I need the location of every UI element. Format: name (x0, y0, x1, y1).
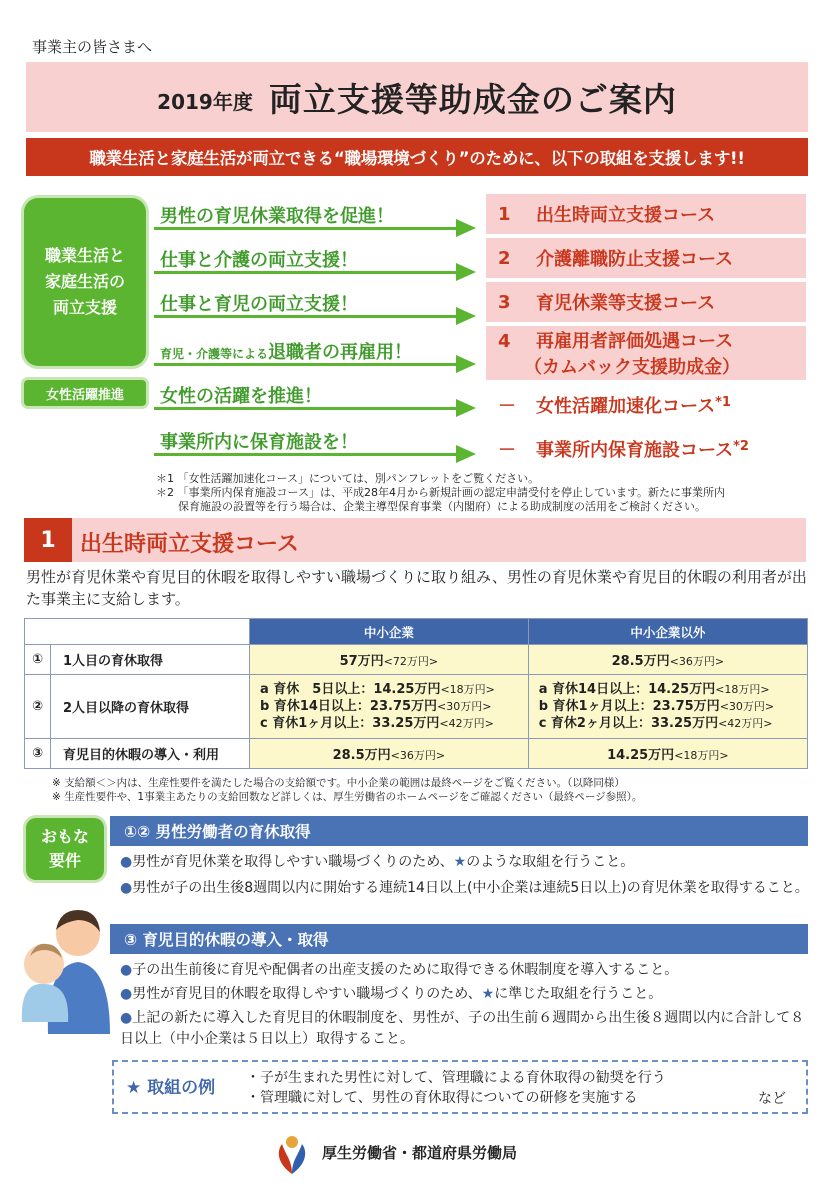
amount-paren: <18万円> (715, 683, 770, 696)
bullet-dot-icon: ● (120, 854, 133, 870)
example-label (126, 1073, 215, 1098)
requirements-heading: ①② 男性労働者の育休取得 (110, 816, 808, 846)
footnote-line: ＊2 「事業所内保育施設コース」は、平成28年4月から新規計画の認定申請受付を停止しています。新たに事業所内 (156, 486, 726, 499)
overview-arrow-text: 女性の活躍を推進！ (160, 386, 322, 407)
amount-line (260, 681, 528, 698)
footnote-mark: *2 (733, 439, 749, 454)
page-title: 両立支援等助成金のご案内 (268, 79, 677, 119)
row-number: ① (25, 645, 51, 675)
table-header-row (25, 619, 808, 645)
work-life-balance-label: 職業生活と 家庭生活の 両立支援 (44, 246, 125, 317)
overview-arrow (154, 424, 476, 464)
amount-paren: <36万円> (669, 655, 725, 668)
title-year: 2019年度 (157, 89, 253, 114)
amount: b 育休1ヶ月以上：23.75万円 (538, 699, 720, 714)
women-tag: 女性活躍推進 (24, 380, 146, 406)
overview-arrow (154, 242, 476, 282)
bullet-text: のような取組を行うこと。 (466, 854, 635, 870)
amount: a 育休14日以上：14.25万円 (538, 682, 716, 697)
course-number: 4 (498, 331, 511, 352)
footnote-mark: *1 (715, 395, 731, 410)
section-intro: 男性が育児休業や育児目的休暇を取得しやすい職場づくりに取り組み、男性の育児休業や育児目的休暇の利用者が出た事業主に支給します。 (26, 568, 807, 608)
ministry-name: 厚生労働省・都道府県労働局 (322, 1144, 518, 1162)
table-note: ※ 生産性要件や、1事業主あたりの支給回数など詳しくは、厚生労働省のホームページをご確認ください（最終ページ参照）。 (52, 791, 643, 803)
requirement-bullet (120, 984, 810, 1005)
example-line: ・管理職に対して、男性の育休取得についての研修を実施する (246, 1090, 638, 1106)
footnote-line: ＊1 「女性活躍加速化コース」については、別パンフレットをご覧ください。 (156, 472, 540, 485)
course-item (486, 238, 806, 278)
overview-arrow (154, 378, 476, 418)
example-lines (246, 1068, 666, 1108)
example-suffix: など (758, 1091, 786, 1107)
subsidy-table (24, 618, 808, 769)
course-name: 事業所内保育施設コース (536, 440, 734, 461)
ministry-logo-icon (272, 1134, 312, 1176)
footnote-line: 保育施設の設置等を行う場合は、企業主導型保育事業（内閣府）による助成制度の活用をご検討ください。 (156, 500, 706, 513)
bullet-text: 子の出生前後に育児や配偶者の出産支援のために取得できる休暇制度を導入すること。 (132, 962, 679, 978)
course-number: 2 (498, 247, 511, 269)
table-row (25, 739, 808, 769)
work-life-balance-box (24, 198, 146, 366)
audience-label: 事業主の皆さまへ (32, 38, 153, 56)
bullet-dot-icon: ● (120, 986, 133, 1002)
bullet-dot-icon: ● (120, 962, 133, 978)
arrow-line (154, 407, 466, 410)
table-note: ※ 支給額＜＞内は、生産性要件を満たした場合の支給額です。中小企業の範囲は最終ページをご覧ください。（以降同様） (52, 777, 625, 789)
arrow-head-icon (456, 445, 476, 463)
arrow-head-icon (456, 263, 476, 281)
course-number: 1 (498, 203, 511, 225)
logo-blue-leaf (292, 1144, 305, 1174)
father-baby-illustration (12, 904, 112, 1036)
course-number: － (498, 440, 516, 461)
amount: 14.25万円 (607, 748, 675, 763)
row-item: 1人目の育休取得 (51, 645, 250, 675)
course-name: 女性活躍加速化コース (536, 396, 716, 417)
bullet-text: 男性が育児目的休暇を取得しやすい職場づくりのため、 (132, 986, 482, 1002)
amount-line (539, 698, 807, 715)
requirements-heading: ③ 育児目的休暇の導入・取得 (110, 924, 808, 954)
arrow-line (154, 227, 466, 230)
bullet-text: 男性が育児休業を取得しやすい職場づくりのため、 (132, 854, 454, 870)
overview-arrow-small: 育児・介護等による (160, 347, 269, 361)
course-name: 再雇用者評価処遇コース (536, 331, 734, 352)
course-item (486, 436, 816, 462)
requirement-bullet (120, 852, 810, 873)
arrow-line (154, 315, 466, 318)
amount-paren: <18万円> (440, 683, 495, 696)
section-number: 1 (24, 518, 72, 562)
table-row (25, 675, 808, 739)
overview-arrow-text: 仕事と介護の両立支援！ (160, 250, 358, 271)
star-icon: ★ (453, 854, 467, 870)
course-name: 介護離職防止支援コース (536, 249, 734, 270)
example-line: ・子が生まれた男性に対して、管理職による育休取得の勧奨を行う (246, 1070, 666, 1086)
large-amount (528, 675, 807, 739)
amount-line (260, 715, 528, 732)
requirement-bullet (120, 878, 810, 899)
amount-paren: <18万円> (674, 749, 729, 762)
bullet-dot-icon: ● (120, 880, 133, 896)
sme-amount (250, 739, 529, 769)
arrow-head-icon (456, 399, 476, 417)
amount: 28.5万円 (332, 748, 391, 763)
course-item (486, 194, 806, 234)
table-header-sme: 中小企業 (250, 619, 529, 645)
row-number: ③ (25, 739, 51, 769)
course-number: － (498, 396, 516, 417)
course-number: 3 (498, 291, 511, 313)
arrow-line (154, 363, 466, 366)
amount-line (260, 698, 528, 715)
amount: b 育休14日以上：23.75万円 (260, 699, 438, 714)
requirement-bullet (120, 960, 810, 981)
table-header-large: 中小企業以外 (528, 619, 807, 645)
bullet-text: 上記の新たに導入した育児目的休暇制度を、男性が、子の出生前６週間から出生後８週間以内に合計して８日以上（中小企業は５日以上）取得すること。 (120, 1010, 805, 1047)
row-item: 育児目的休暇の導入・利用 (51, 739, 250, 769)
overview-arrow (154, 286, 476, 326)
amount: c 育休1ヶ月以上：33.25万円 (260, 716, 440, 731)
star-icon: ★ (481, 986, 495, 1002)
requirements-badge: おもな 要件 (26, 818, 104, 880)
course-subname: （カムバック支援助成金） (524, 357, 740, 378)
course-item (486, 392, 816, 418)
large-amount (528, 645, 807, 675)
section-title: 出生時両立支援コース (80, 532, 299, 557)
amount-paren: <30万円> (719, 700, 775, 713)
logo-sun (286, 1136, 298, 1148)
arrow-head-icon (456, 355, 476, 373)
overview-footnotes (156, 472, 816, 514)
amount: 57万円 (339, 654, 384, 669)
overview-arrow-text (160, 338, 412, 364)
overview-arrow-text: 男性の育児休業取得を促進！ (160, 206, 394, 227)
course-line (498, 327, 733, 353)
overview-arrow (154, 334, 476, 374)
table-row (25, 645, 808, 675)
example-label-text: 取組の例 (147, 1078, 216, 1098)
course-item (486, 326, 806, 380)
amount-paren: <30万円> (437, 700, 492, 713)
course-name: 育児休業等支援コース (536, 293, 716, 314)
sme-amount (250, 645, 529, 675)
amount: 28.5万円 (611, 654, 670, 669)
bullet-text: 男性が子の出生後8週間以内に開始する連続14日以上(中小企業は連続5日以上)の育児休業を取得すること。 (132, 880, 809, 896)
table-notes (52, 776, 812, 804)
bullet-dot-icon: ● (120, 1010, 133, 1026)
amount: c 育休2ヶ月以上：33.25万円 (538, 716, 719, 731)
course-item (486, 282, 806, 322)
arrow-line (154, 271, 466, 274)
amount-line (539, 715, 807, 732)
subheading: 職業生活と家庭生活が両立できる“職場環境づくり”のために、以下の取組を支援します!! (26, 138, 808, 176)
sme-amount (250, 675, 529, 739)
large-amount (528, 739, 807, 769)
overview-arrow (154, 198, 476, 238)
overview-arrow-text: 仕事と育児の両立支援！ (160, 294, 358, 315)
title-banner (26, 62, 808, 132)
star-icon: ★ (126, 1078, 142, 1098)
overview-arrow-main: 退職者の再雇用！ (268, 342, 413, 363)
amount-paren: <36万円> (390, 749, 446, 762)
bullet-text: に準じた取組を行うこと。 (494, 986, 663, 1002)
logo-red-leaf (279, 1144, 292, 1174)
overview-arrow-text: 事業所内に保育施設を！ (160, 432, 358, 453)
arrow-line (154, 453, 466, 456)
row-number: ② (25, 675, 51, 739)
arrow-head-icon (456, 307, 476, 325)
table-header-blank (25, 619, 250, 645)
amount-line (539, 681, 807, 698)
amount-paren: <42万円> (718, 717, 773, 730)
amount-paren: <72万円> (383, 655, 439, 668)
amount-paren: <42万円> (439, 717, 494, 730)
course-name: 出生時両立支援コース (536, 205, 716, 226)
row-item: 2人目以降の育休取得 (51, 675, 250, 739)
arrow-head-icon (456, 219, 476, 237)
amount: a 育休 5日以上：14.25万円 (260, 682, 441, 697)
requirement-bullet (120, 1008, 810, 1050)
